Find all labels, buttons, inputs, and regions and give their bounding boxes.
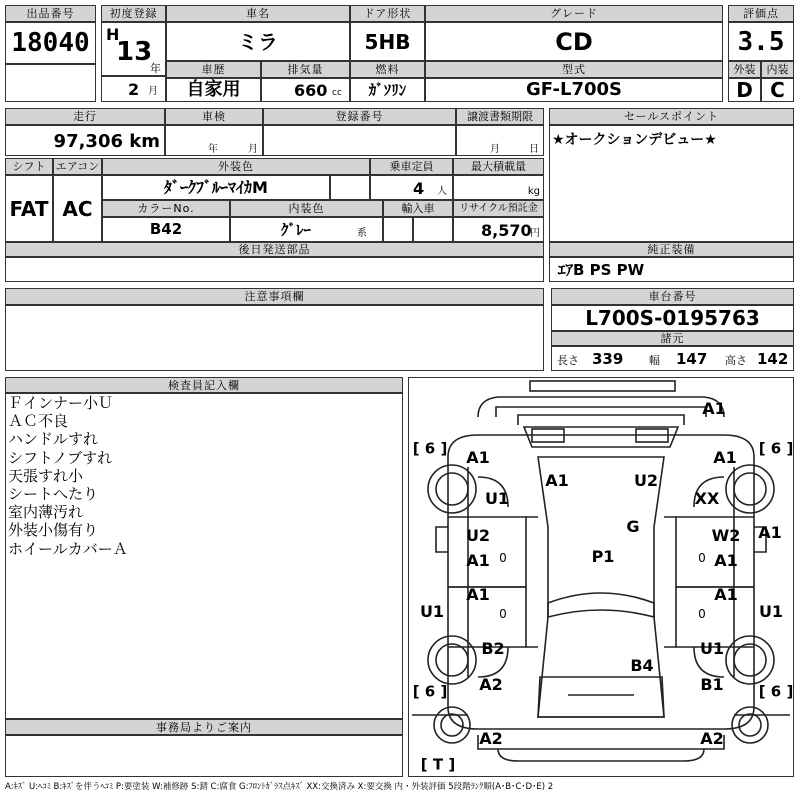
shift-value: FAT xyxy=(5,175,53,242)
model-label: 型式 xyxy=(425,61,723,78)
car-name-label: 車名 xyxy=(166,5,350,22)
length-label: 長さ xyxy=(557,354,579,367)
shift-label: シフト xyxy=(5,158,53,175)
mileage-label: 走行 xyxy=(5,108,165,125)
remark-line: Ｆインナー小Ｕ xyxy=(8,394,114,412)
small-mark: 0 xyxy=(499,607,507,621)
damage-mark: A2 xyxy=(479,729,503,748)
max-load-unit: kg xyxy=(527,186,540,197)
remark-line: シフトノブすれ xyxy=(8,448,113,467)
remark-line: 室内薄汚れ xyxy=(8,503,84,522)
bracket-mark: [ T ] xyxy=(420,755,456,774)
bracket-mark: [ 6 ] xyxy=(412,439,448,458)
notes-label: 注意事項欄 xyxy=(5,288,544,305)
mileage-cell xyxy=(5,125,165,156)
door-type-value: 5HB xyxy=(350,22,425,61)
recycle-unit: 円 xyxy=(530,228,540,239)
first-reg-month-cell xyxy=(101,76,166,102)
transfer-month-unit: 月 xyxy=(490,144,500,155)
equipment-value: ｴｱB PS PW xyxy=(558,261,645,279)
damage-mark: A1 xyxy=(714,551,738,570)
inspection-label: 車検 xyxy=(165,108,263,125)
chassis-value: L700S-0195763 xyxy=(551,305,794,331)
chassis-label: 車台番号 xyxy=(551,288,794,305)
equipment-label: 純正装備 xyxy=(549,242,794,257)
displacement-label: 排気量 xyxy=(261,61,350,78)
damage-mark: A1 xyxy=(466,448,490,467)
mileage-value: 97,306 km xyxy=(53,131,160,152)
damage-mark: A1 xyxy=(714,585,738,604)
inspection-cell xyxy=(165,125,263,156)
remark-line: 天張すれ小 xyxy=(8,466,84,485)
notes-cell xyxy=(5,305,544,371)
remark-line: ハンドルすれ xyxy=(8,430,99,449)
bracket-mark: [ 6 ] xyxy=(758,439,794,458)
inspector-label: 検査員記入欄 xyxy=(5,377,403,393)
sales-point-value: ★オークションデビュー★ xyxy=(552,132,717,148)
history-value: 自家用 xyxy=(166,78,261,102)
damage-mark: U1 xyxy=(484,489,510,508)
remark-line: 外装小傷有り xyxy=(8,521,99,540)
max-load-cell xyxy=(453,175,544,200)
exterior-value: D xyxy=(728,78,761,102)
door-type-label: ドア形状 xyxy=(350,5,425,22)
transfer-label: 譲渡書類期限 xyxy=(456,108,544,125)
interior-label: 内装 xyxy=(761,61,794,78)
dimensions-label: 諸元 xyxy=(551,331,794,346)
damage-mark: A1 xyxy=(466,585,490,604)
car-name-value: ミラ xyxy=(166,22,350,61)
ext-color-label: 外装色 xyxy=(102,158,370,175)
import-cell-b xyxy=(413,217,453,242)
first-reg-label: 初度登録 xyxy=(101,5,166,22)
office-cell xyxy=(5,735,403,777)
damage-mark: A1 xyxy=(702,399,726,418)
capacity-cell xyxy=(370,175,453,200)
damage-mark: B2 xyxy=(481,639,505,658)
damage-mark: P1 xyxy=(591,547,615,566)
later-parts-cell xyxy=(5,257,544,282)
displacement-value: 660 xyxy=(294,81,328,100)
damage-mark: B1 xyxy=(700,675,724,694)
first-reg-era: H xyxy=(106,25,120,44)
int-color-cell xyxy=(230,217,383,242)
aircon-value: AC xyxy=(53,175,102,242)
small-mark: 0 xyxy=(698,607,706,621)
damage-legend: A:ｷｽﾞ U:ﾍｺﾐ B:ｷｽﾞを伴うﾍｺﾐ P:要塗装 W:補修跡 S:錆 C:腐食 G:ﾌﾛﾝﾄｶﾞﾗｽ点ｷｽﾞ XX:交換済み X:要交換 内・外装評価 5段階ﾗﾝｸ順(A･B･C･D･E) 2 xyxy=(5,782,554,792)
damage-mark: A2 xyxy=(700,729,724,748)
length-value: 339 xyxy=(592,350,624,368)
max-load-label: 最大積載量 xyxy=(453,158,544,175)
grade-label: グレード xyxy=(425,5,723,22)
width-value: 147 xyxy=(676,350,708,368)
damage-mark: G xyxy=(626,517,640,536)
damage-mark: U2 xyxy=(633,471,659,490)
capacity-value: 4 xyxy=(413,179,425,198)
color-no-value: B42 xyxy=(102,217,230,242)
model-value: GF-L700S xyxy=(425,78,723,102)
bracket-mark: [ 6 ] xyxy=(758,682,794,701)
remark-line: ＡＣ不良 xyxy=(8,412,69,431)
reg-no-cell xyxy=(263,125,456,156)
color-no-label: カラーNo. xyxy=(102,200,230,217)
capacity-unit: 人 xyxy=(437,186,447,197)
lot-no-blank xyxy=(5,64,96,102)
grade-value: CD xyxy=(425,22,723,61)
damage-mark: U1 xyxy=(699,639,725,658)
damage-mark: B4 xyxy=(630,656,654,675)
fuel-label: 燃料 xyxy=(350,61,425,78)
sales-point-label: セールスポイント xyxy=(549,108,794,125)
damage-mark: W2 xyxy=(711,526,741,545)
width-label: 幅 xyxy=(649,354,660,367)
displacement-unit: cc xyxy=(332,88,342,98)
recycle-cell xyxy=(453,217,544,242)
aircon-label: エアコン xyxy=(53,158,102,175)
recycle-value: 8,570 xyxy=(481,221,532,240)
remark-line: シートへたり xyxy=(8,485,99,504)
first-reg-year-cell xyxy=(101,22,166,76)
damage-mark: U1 xyxy=(419,602,445,621)
office-label: 事務局よりご案内 xyxy=(5,719,403,735)
first-reg-month: 2 xyxy=(128,80,140,99)
damage-mark: A2 xyxy=(479,675,503,694)
exterior-label: 外装 xyxy=(728,61,761,78)
small-mark: 0 xyxy=(698,551,706,565)
first-reg-month-unit: 月 xyxy=(148,86,158,97)
dimensions-cell xyxy=(551,346,794,371)
damage-mark: A1 xyxy=(466,551,490,570)
sales-point-cell xyxy=(549,125,794,242)
remark-line: ホイールカバーＡ xyxy=(8,539,128,558)
int-color-label: 内装色 xyxy=(230,200,383,217)
equipment-cell xyxy=(549,257,794,282)
lot-no-label: 出品番号 xyxy=(5,5,96,22)
damage-mark: U2 xyxy=(465,526,491,545)
first-reg-year-unit: 年 xyxy=(150,62,161,75)
ext-color-extra xyxy=(330,175,370,200)
capacity-label: 乗車定員 xyxy=(370,158,453,175)
reg-no-label: 登録番号 xyxy=(263,108,456,125)
ext-color-value: ﾀﾞｰｸﾌﾞﾙｰﾏｲｶM xyxy=(102,175,330,200)
lot-no-value: 18040 xyxy=(5,22,96,64)
transfer-day-unit: 日 xyxy=(529,144,539,155)
recycle-label: リサイクル預託金 xyxy=(453,200,544,217)
damage-mark: U1 xyxy=(758,602,784,621)
damage-mark: XX xyxy=(694,489,720,508)
damage-mark: A1 xyxy=(758,523,782,542)
transfer-cell xyxy=(456,125,544,156)
bracket-mark: [ 6 ] xyxy=(412,682,448,701)
small-mark: 0 xyxy=(499,551,507,565)
later-parts-label: 後日発送部品 xyxy=(5,242,544,257)
height-label: 高さ xyxy=(725,354,747,367)
history-label: 車歴 xyxy=(166,61,261,78)
inspector-remarks xyxy=(8,394,128,558)
score-label: 評価点 xyxy=(728,5,794,22)
score-value: 3.5 xyxy=(728,22,794,61)
first-reg-year: 13 xyxy=(116,37,153,67)
inspection-month-unit: 月 xyxy=(248,144,258,155)
height-value: 142 xyxy=(757,350,789,368)
car-diagram xyxy=(408,377,794,777)
import-cell-a xyxy=(383,217,413,242)
damage-mark: A1 xyxy=(545,471,569,490)
displacement-cell xyxy=(261,78,350,102)
interior-value: C xyxy=(761,78,794,102)
int-color-unit: 系 xyxy=(357,228,367,239)
damage-mark: A1 xyxy=(713,448,737,467)
import-label: 輸入車 xyxy=(383,200,453,217)
int-color-value: ｸﾞﾚｰ xyxy=(281,221,312,239)
inspection-year-unit: 年 xyxy=(208,144,218,155)
fuel-value: ｶﾞｿﾘﾝ xyxy=(350,78,425,102)
